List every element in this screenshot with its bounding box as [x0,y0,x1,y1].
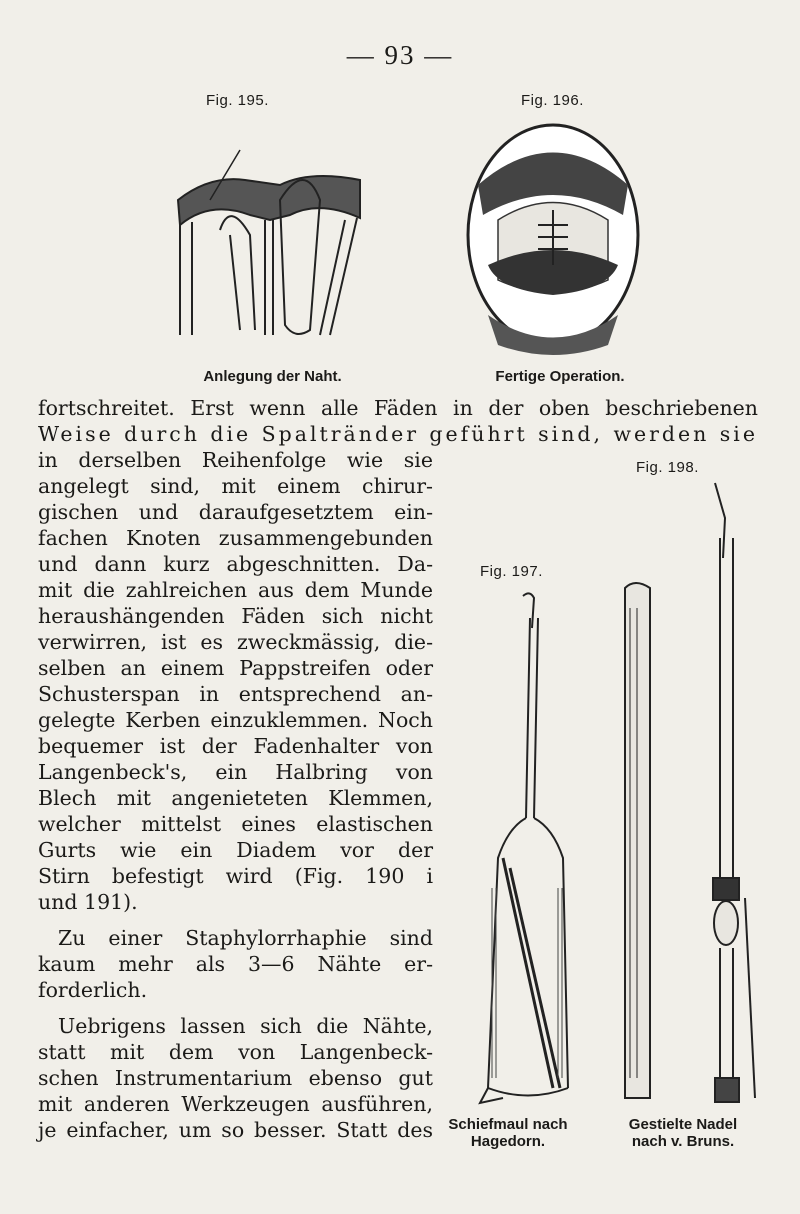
page-number: — 93 — [346,40,454,70]
figure-198-caption-line-2: nach v. Bruns. [631,1133,735,1150]
text-line-14: bequemer ist der Fadenhalter von [38,734,433,758]
figure-196-illustration [458,115,648,360]
text-line-10: verwirren, ist es zweckmässig, die- [38,630,433,654]
text-line-16: Blech mit angenieteten Klemmen, [38,786,433,810]
text-line-23: forderlich. [38,978,148,1002]
text-line-5: gischen und daraufgesetztem ein- [38,500,433,524]
text-line-27: mit anderen Werkzeugen ausführen, [38,1092,433,1116]
figure-198-caption-line-1: Gestielte Nadel [628,1116,738,1133]
text-line-8: mit die zahlreichen aus dem Munde [38,578,433,602]
figure-197-label: Fig. 197. [480,563,543,580]
figure-195-label: Fig. 195. [206,92,269,109]
text-line-19: Stirn befestigt wird (Fig. 190 i [38,864,433,888]
figure-197-caption-line-1: Schiefmaul nach [448,1116,568,1133]
text-line-13: gelegte Kerben einzuklemmen. Noch [38,708,433,732]
text-line-4: angelegt sind, mit einem chirur- [38,474,433,498]
figure-197-illustration [468,588,578,1110]
text-line-25: statt mit dem von Langenbeck- [38,1040,433,1064]
text-line-6: fachen Knoten zusammengebunden [38,526,433,550]
figure-195-illustration [170,140,370,340]
text-line-26: schen Instrumentarium ebenso gut [38,1066,433,1090]
text-line-20: und 191). [38,890,138,914]
figure-196-caption: Fertige Operation. [495,368,625,385]
text-line-11: selben an einem Pappstreifen oder [38,656,433,680]
text-line-24: Uebrigens lassen sich die Nähte, [58,1014,433,1038]
text-line-7: und dann kurz abgeschnitten. Da- [38,552,433,576]
text-line-2: Weise durch die Spaltränder geführt sind, werden sie [38,422,758,446]
text-line-12: Schusterspan in entsprechend an- [38,682,433,706]
text-line-9: heraushängenden Fäden sich nicht [38,604,433,628]
text-line-18: Gurts wie ein Diadem vor der [38,838,433,862]
text-line-22: kaum mehr als 3—6 Nähte er- [38,952,433,976]
text-line-17: welcher mittelst eines elastischen [38,812,433,836]
text-line-3: in derselben Reihenfolge wie sie [38,448,433,472]
text-line-21: Zu einer Staphylorrhaphie sind [58,926,433,950]
figure-198-illustration [605,478,765,1123]
figure-197-caption-line-2: Hagedorn. [470,1133,546,1150]
text-line-1: fortschreitet. Erst wenn alle Fäden in der oben beschriebenen [38,396,758,420]
text-line-28: je einfacher, um so besser. Statt des [38,1118,433,1142]
figure-198-label: Fig. 198. [636,459,699,476]
figure-196-label: Fig. 196. [521,92,584,109]
text-line-15: Langenbeck's, ein Halbring von [38,760,433,784]
figure-195-caption: Anlegung der Naht. [203,368,342,385]
